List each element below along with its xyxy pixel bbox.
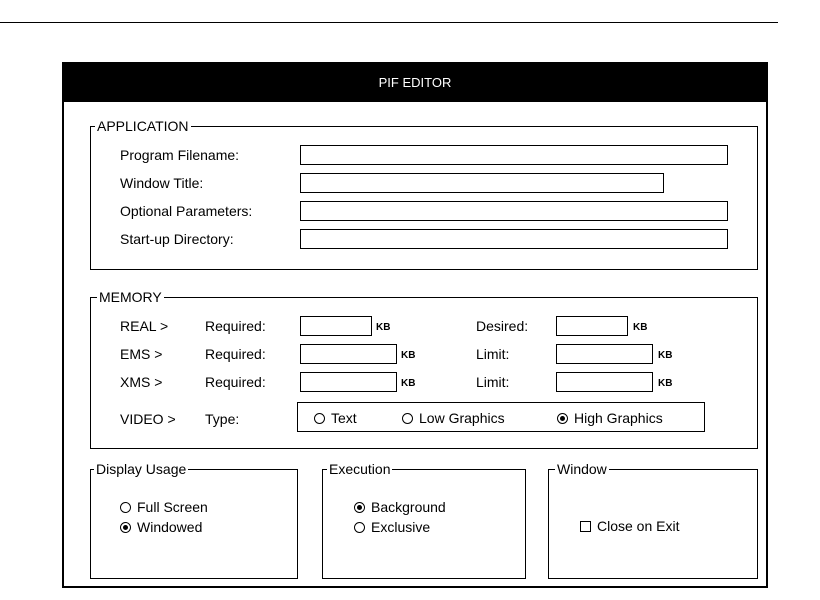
radio-full-screen[interactable] — [120, 502, 131, 513]
ems-prefix: EMS > — [120, 346, 163, 362]
xms-prefix: XMS > — [120, 374, 163, 390]
radio-text[interactable] — [314, 413, 325, 424]
xms-required-unit: KB — [401, 378, 416, 389]
display-usage-group — [90, 461, 298, 579]
pif-editor-window — [62, 62, 768, 588]
display-option-windowed[interactable]: Windowed — [120, 519, 202, 535]
program-filename-input[interactable] — [300, 145, 728, 165]
optional-parameters-input[interactable] — [300, 201, 728, 221]
video-type-label: Type: — [205, 411, 240, 427]
ems-limit-unit: KB — [658, 350, 673, 361]
startup-directory-label: Start-up Directory: — [120, 231, 234, 247]
radio-high-graphics[interactable] — [557, 413, 568, 424]
ems-required-label: Required: — [205, 346, 266, 362]
real-desired-input[interactable] — [556, 316, 628, 336]
execution-option-background[interactable]: Background — [354, 499, 446, 515]
video-option-high-graphics[interactable]: High Graphics — [557, 410, 663, 426]
video-type-group — [297, 402, 705, 432]
video-prefix: VIDEO > — [120, 411, 176, 427]
radio-windowed[interactable] — [120, 522, 131, 533]
display-usage-legend: Display Usage — [96, 461, 187, 477]
real-required-input[interactable] — [300, 316, 372, 336]
execution-group — [322, 461, 526, 579]
window-legend: Window — [557, 461, 607, 477]
xms-required-input[interactable] — [300, 372, 397, 392]
startup-directory-input[interactable] — [300, 229, 728, 249]
execution-option-exclusive[interactable]: Exclusive — [354, 519, 430, 535]
video-option-low-graphics[interactable]: Low Graphics — [402, 410, 505, 426]
window-title-label: Window Title: — [120, 175, 204, 191]
xms-limit-label: Limit: — [476, 374, 510, 390]
execution-legend: Execution — [329, 461, 391, 477]
close-on-exit-checkbox[interactable] — [580, 521, 591, 532]
top-divider — [0, 22, 778, 23]
window-group — [548, 461, 758, 579]
window-title: PIF EDITOR — [64, 64, 766, 102]
real-desired-label: Desired: — [476, 318, 529, 334]
program-filename-label: Program Filename: — [120, 147, 240, 163]
application-group — [90, 118, 758, 270]
ems-limit-label: Limit: — [476, 346, 510, 362]
radio-background[interactable] — [354, 502, 365, 513]
optional-parameters-label: Optional Parameters: — [120, 203, 253, 219]
close-on-exit-option[interactable]: Close on Exit — [580, 518, 679, 534]
memory-group — [90, 289, 758, 449]
xms-limit-input[interactable] — [556, 372, 653, 392]
window-title-input[interactable] — [300, 173, 664, 193]
radio-low-graphics[interactable] — [402, 413, 413, 424]
memory-legend: MEMORY — [99, 289, 162, 305]
ems-required-input[interactable] — [300, 344, 397, 364]
real-required-unit: KB — [376, 322, 391, 333]
radio-exclusive[interactable] — [354, 522, 365, 533]
display-option-full-screen[interactable]: Full Screen — [120, 499, 208, 515]
real-prefix: REAL > — [120, 318, 169, 334]
ems-required-unit: KB — [401, 350, 416, 361]
video-option-text[interactable]: Text — [314, 410, 357, 426]
real-required-label: Required: — [205, 318, 266, 334]
real-desired-unit: KB — [633, 322, 648, 333]
xms-required-label: Required: — [205, 374, 266, 390]
xms-limit-unit: KB — [658, 378, 673, 389]
application-legend: APPLICATION — [97, 118, 189, 134]
ems-limit-input[interactable] — [556, 344, 653, 364]
